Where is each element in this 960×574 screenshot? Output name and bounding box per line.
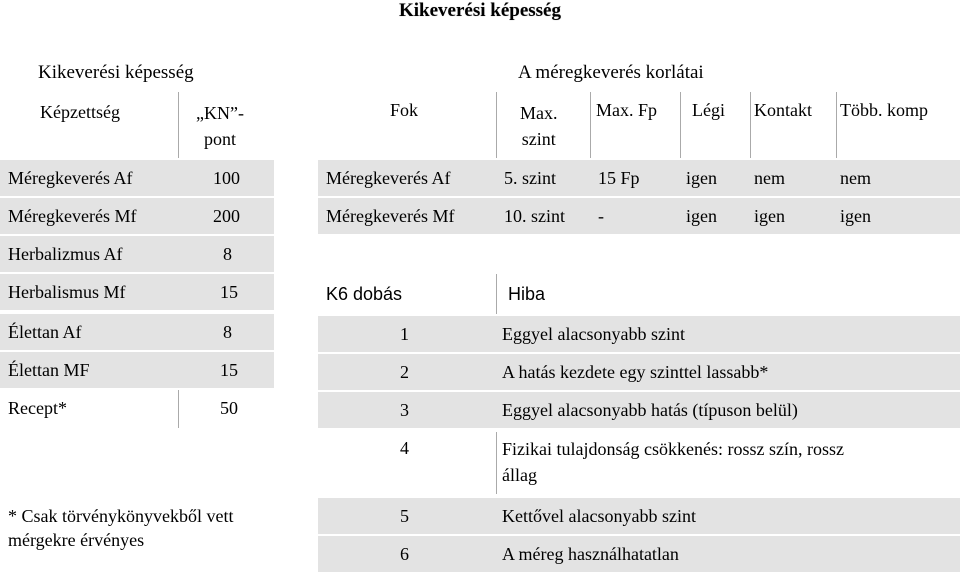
table-row: Recept* 50 — [8, 397, 238, 418]
header-k6-dobas: K6 dobás — [326, 284, 403, 304]
table-row: Méregkeverés Mf 10. szint - igen igen igen — [318, 198, 960, 234]
table-row: Méregkeverés Mf 200 — [0, 198, 274, 234]
table-row: 3 Eggyel alacsonyabb hatás (típuson belül) — [318, 392, 960, 428]
header-fok: Fok — [390, 100, 419, 120]
table-row: 1 Eggyel alacsonyabb szint — [318, 316, 960, 352]
error-table — [318, 274, 960, 574]
table-row: 2 A hatás kezdete egy szinttel lassabb* — [318, 354, 960, 390]
header-legi: Légi — [692, 100, 725, 120]
left-table — [0, 92, 275, 432]
table-row: Méregkeverés Af 100 — [0, 160, 274, 196]
table-row: Herbalizmus Af 8 — [0, 236, 274, 272]
left-table-title: Kikeverési képesség — [38, 62, 194, 83]
page-title: Kikeverési képesség — [398, 0, 561, 21]
limits-table-title: A méregkeverés korlátai — [518, 62, 704, 83]
table-row: 4 Fizikai tulajdonság csökkenés: rossz szín, rossz állag — [400, 438, 844, 485]
table-row: Méregkeverés Af 5. szint 15 Fp igen nem nem — [318, 160, 960, 196]
limits-table — [318, 92, 960, 238]
header-hiba: Hiba — [508, 284, 546, 304]
table-row: Herbalismus Mf 15 — [0, 274, 274, 310]
header-max-fp: Max. Fp — [596, 100, 658, 120]
header-skill: Képzettség — [40, 101, 120, 122]
header-kontakt: Kontakt — [754, 100, 812, 120]
header-tobb-komp: Több. komp — [840, 100, 928, 120]
table-row: 5 Kettővel alacsonyabb szint — [318, 498, 960, 534]
header-kn-pont: „KN”- pont — [196, 103, 244, 149]
table-row: Élettan MF 15 — [0, 352, 274, 388]
table-row: Élettan Af 8 — [0, 314, 274, 350]
header-max-szint: Max. szint — [520, 103, 558, 149]
table-row: 6 A méreg használhatatlan — [318, 536, 960, 572]
footnote: * Csak törvénykönyvekből vett mérgekre érvényes — [8, 506, 234, 550]
